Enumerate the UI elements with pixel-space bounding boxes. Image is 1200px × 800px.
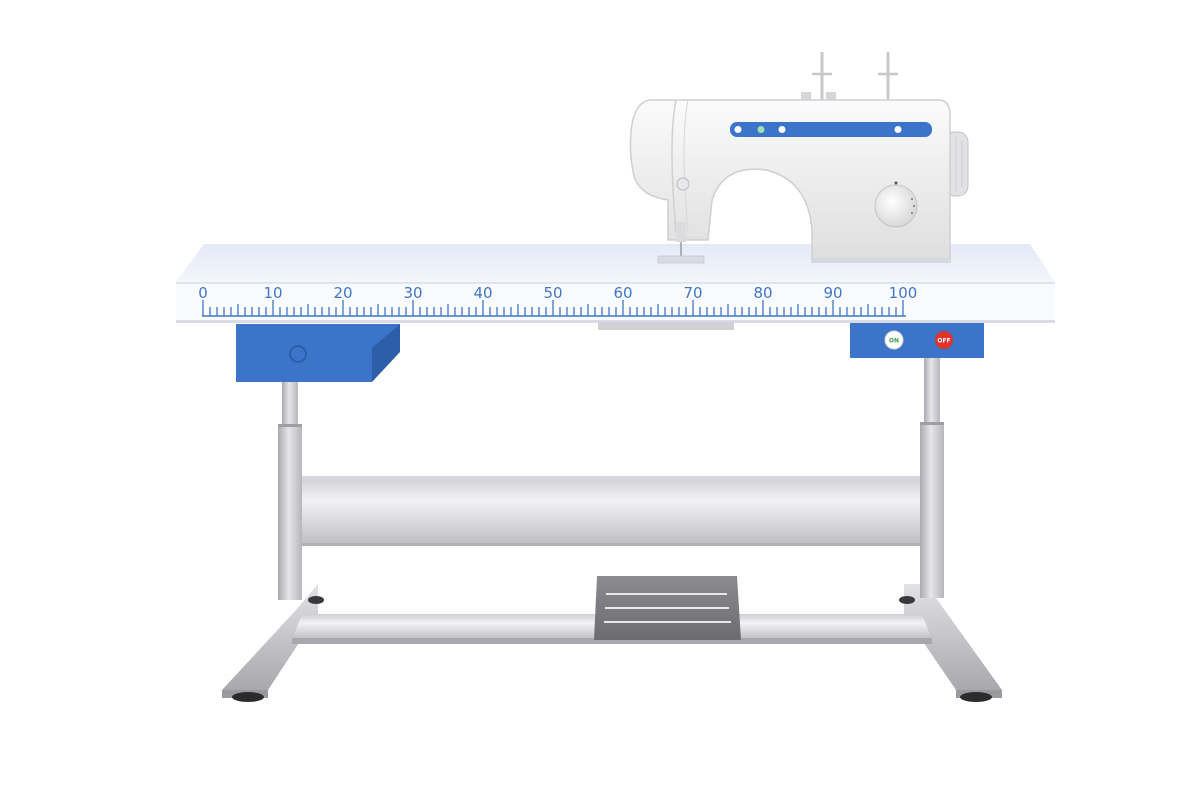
drawer-knob[interactable]	[290, 346, 306, 362]
stitch-selector-icon[interactable]	[735, 126, 742, 133]
ruler-label: 70	[683, 284, 703, 302]
stitch-selector-icon[interactable]	[895, 126, 902, 133]
ruler-label: 100	[888, 284, 918, 302]
ruler-label: 10	[263, 284, 283, 302]
stitch-selector-icon[interactable]	[758, 126, 765, 133]
middle-crossbeam	[302, 476, 920, 546]
ruler-label: 50	[543, 284, 563, 302]
right-foot-pad-back	[899, 596, 915, 604]
left-foot-pad-back	[308, 596, 324, 604]
tension-knob[interactable]	[677, 178, 689, 190]
right-leg	[920, 358, 944, 598]
ruler-label: 0	[198, 284, 208, 302]
ruler-label: 90	[823, 284, 843, 302]
power-switch-box	[850, 322, 984, 358]
sewing-machine	[630, 52, 968, 263]
off-button-label: OFF	[937, 337, 951, 345]
ruler-label: 20	[333, 284, 353, 302]
on-button-label: ON	[888, 337, 900, 345]
right-foot-pad-front	[960, 692, 992, 702]
spool-pins	[801, 52, 898, 101]
needle-plate	[658, 256, 704, 263]
center-drawer[interactable]	[598, 322, 734, 330]
ruler-label: 80	[753, 284, 773, 302]
left-drawer[interactable]	[236, 324, 400, 382]
stitch-selector-icon[interactable]	[779, 126, 786, 133]
left-foot-pad-front	[232, 692, 264, 702]
left-leg	[278, 382, 302, 600]
ruler-label: 30	[403, 284, 423, 302]
ruler-label: 40	[473, 284, 493, 302]
off-button[interactable]	[935, 331, 953, 349]
ruler-label: 60	[613, 284, 633, 302]
on-button[interactable]	[885, 331, 903, 349]
foot-pedal[interactable]	[594, 576, 741, 640]
